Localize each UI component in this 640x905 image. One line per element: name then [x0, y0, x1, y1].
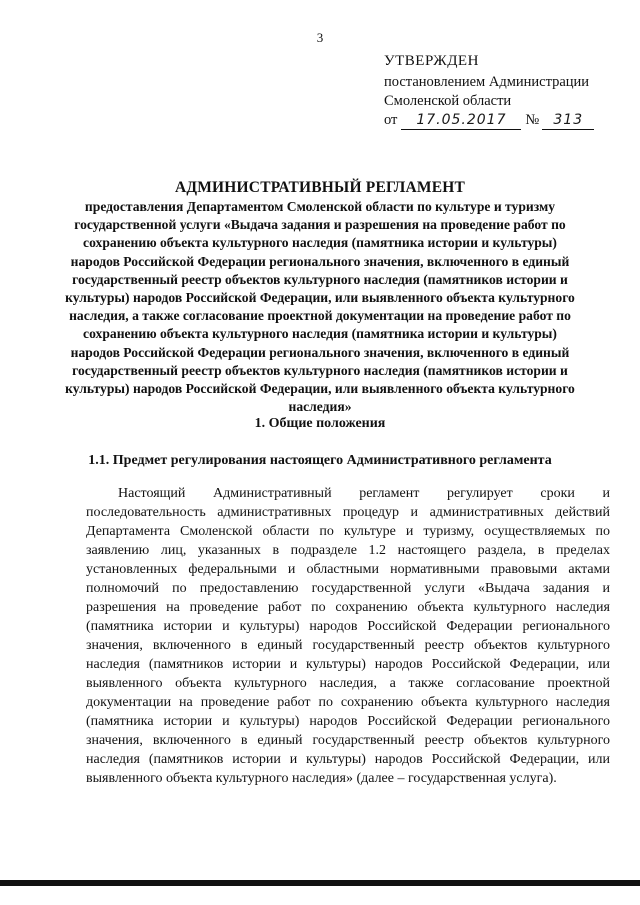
approval-line-1: постановлением Администрации: [384, 74, 590, 90]
approval-block: [384, 52, 614, 130]
page-number: 3: [316, 30, 324, 45]
number-prefix: №: [525, 112, 540, 128]
document-subtitle: предоставления Департаментом Смоленской области по культуре и туризму государственной услуги «Выдача задания и разрешения на проведение работ по сохранению объекта культурного наследия (памятника истории и культуры) народов Российской Федерации регионального значения, включенного в единый государственный реестр объектов культурного наследия (памятников истории и культуры) народов Российской Федерации, или выявленного объекта культурного наследия, а также согласование проектной документации на проведение работ по сохранению объекта культурного наследия (памятника истории и культуры) народов Российской Федерации регионального значения, включенного в единый государственный реестр объектов культурного наследия (памятников истории и культуры) народов Российской Федерации, или выявленного объекта культурного наследия»: [65, 199, 575, 415]
bottom-scan-border: [0, 880, 640, 886]
approval-date-line: [384, 111, 614, 130]
subsection-heading: 1.1. Предмет регулирования настоящего Административного регламента: [88, 453, 552, 468]
handwritten-date: 17.05.2017: [416, 112, 507, 128]
number-field: [542, 112, 594, 130]
body-paragraph: Настоящий Административный регламент регулирует сроки и последовательность административных процедур и административных действий Департамента Смоленской области по культуре и туризму, осуществляемых по заявлению лиц, указанных в подразделе 1.2 настоящего раздела, в пределах установленных федеральными и областными нормативными правовыми актами полномочий по предоставлению государственной услуги «Выдача задания и разрешения на проведение работ по сохранению объекта культурного наследия (памятника истории и культуры) народов Российской Федерации регионального значения, включенного в единый государственный реестр объектов культурного наследия (памятников истории и культуры) народов Российской Федерации, или выявленного объекта культурного наследия, а также согласование проектной документации на проведение работ по сохранению объекта культурного наследия (памятника истории и культуры) народов Российской Федерации регионального значения, включенного в единый государственный реестр объектов культурного наследия (памятников истории и культуры) народов Российской Федерации, или выявленного объекта культурного наследия» (далее – государственная услуга).: [86, 486, 610, 786]
approved-label: УТВЕРЖДЕН: [384, 53, 479, 69]
handwritten-number: 313: [553, 112, 584, 128]
section-heading: 1. Общие положения: [254, 416, 386, 431]
date-field: [401, 112, 521, 130]
document-title: АДМИНИСТРАТИВНЫЙ РЕГЛАМЕНТ: [174, 179, 466, 196]
approval-line-2: Смоленской области: [384, 93, 512, 109]
date-prefix: от: [384, 112, 398, 128]
